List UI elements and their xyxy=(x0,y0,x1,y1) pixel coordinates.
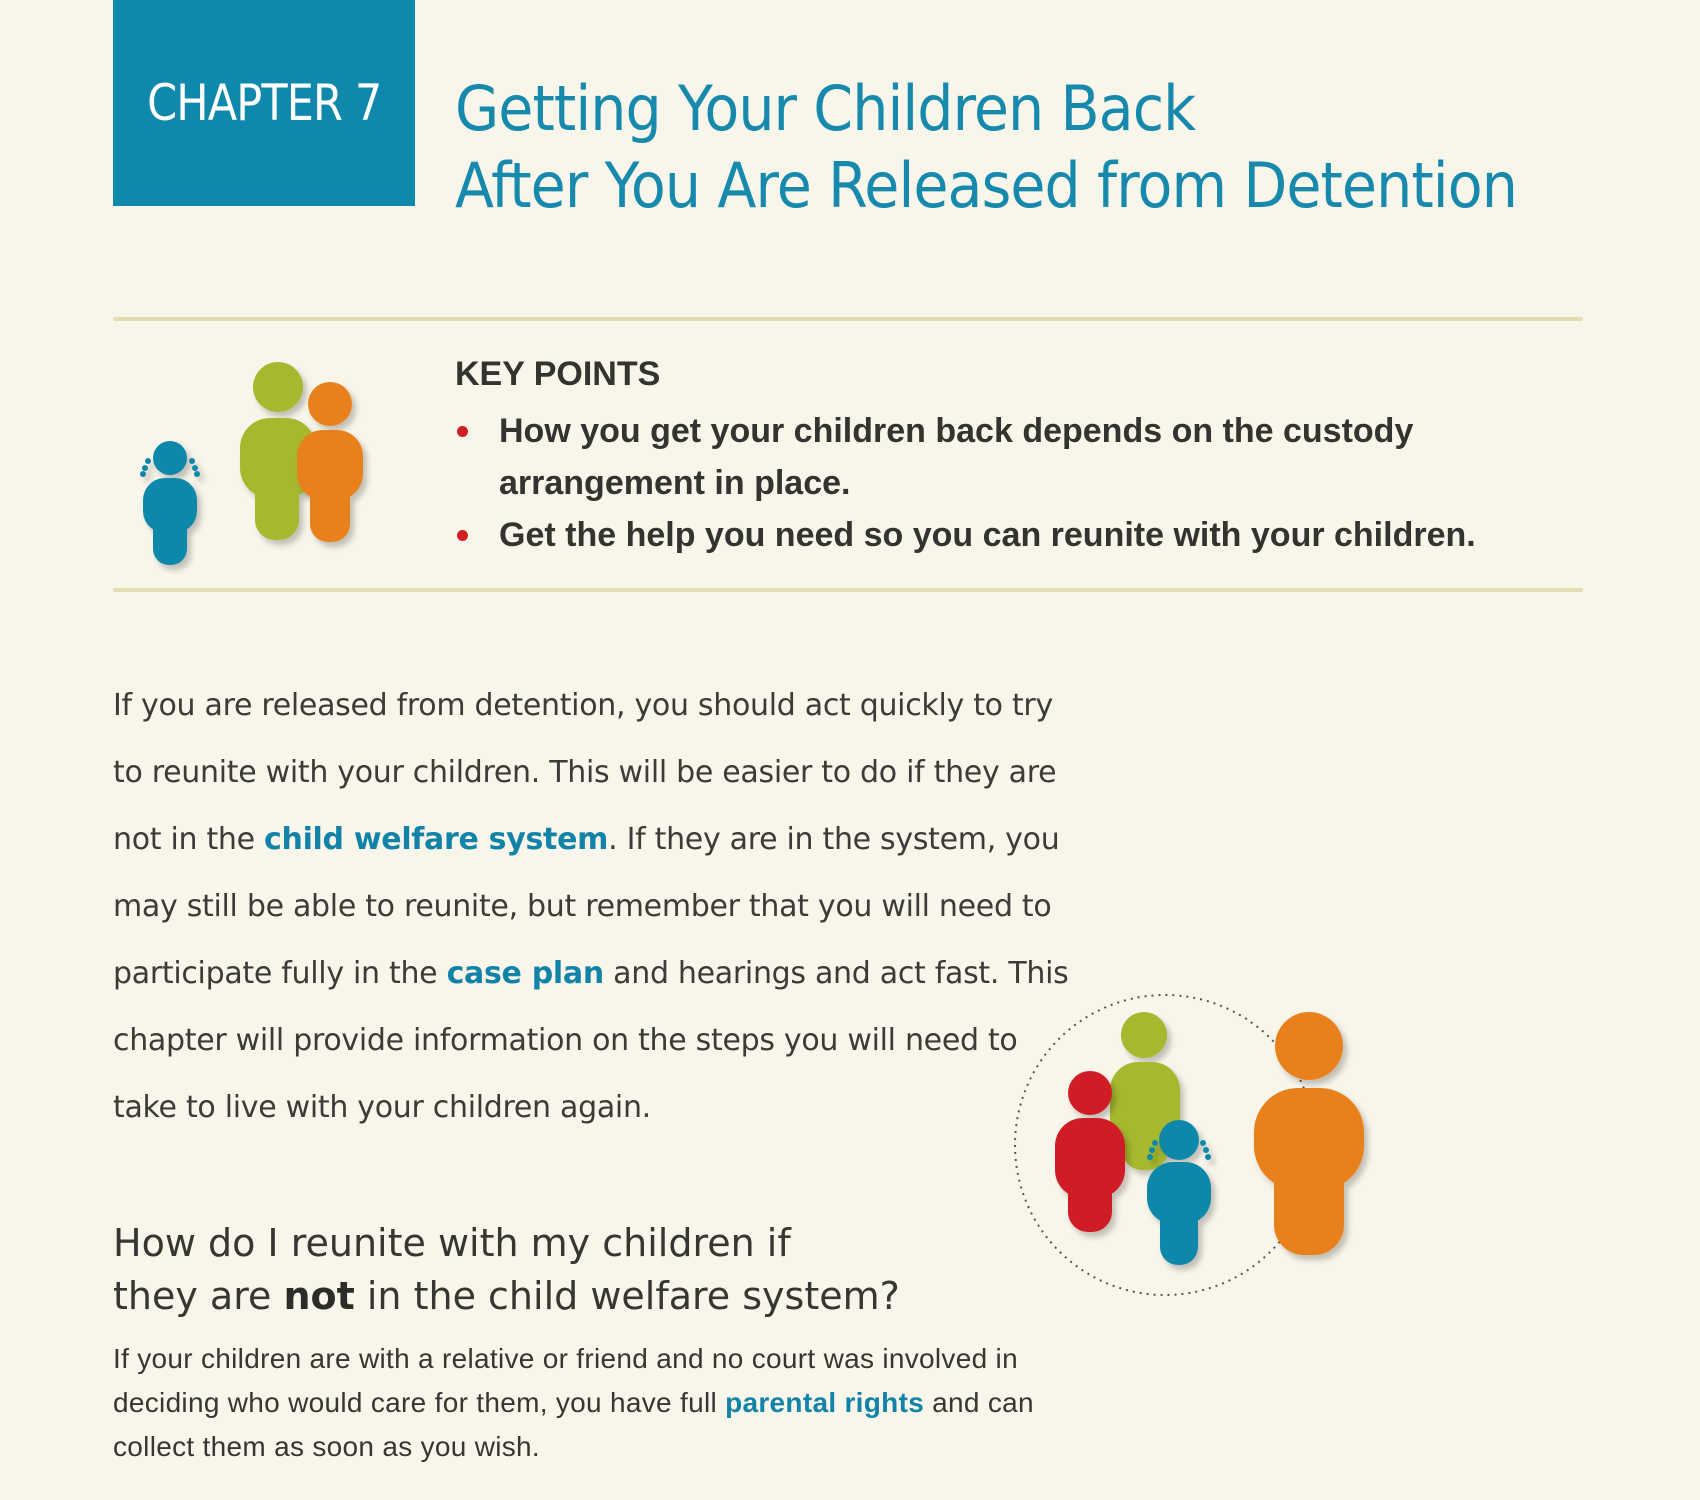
key-point-text: How you get your children back depends on the custody arrangement in place. xyxy=(499,412,1414,502)
family-circle-icon xyxy=(1010,990,1390,1290)
chapter-label-box xyxy=(113,0,415,206)
section-heading-emphasis: not xyxy=(283,1274,355,1318)
list-item xyxy=(455,509,1565,561)
chapter-label: CHAPTER 7 xyxy=(146,74,382,132)
section-heading-text: in the child welfare system? xyxy=(354,1274,900,1318)
family-icon xyxy=(135,360,375,575)
section-heading-line1: How do I reunite with my children if xyxy=(113,1221,791,1265)
bullet-icon xyxy=(457,530,468,541)
intro-text: If you are released from detention, you should act quickly to try to reunite with your children. This will be easier to do if they are not in the xyxy=(113,688,1057,857)
intro-text: . If they are in the system, you may still be able to reunite, but remember that you will need to participate fully in the xyxy=(113,822,1060,991)
chapter-title-line1: Getting Your Children Back xyxy=(455,72,1196,145)
section-body xyxy=(113,1337,1113,1469)
key-point-text: Get the help you need so you can reunite with your children. xyxy=(499,516,1476,554)
key-points-list xyxy=(455,405,1565,561)
list-item xyxy=(455,405,1565,509)
section-body-text: If your children are with a relative or friend and no court was involved in deciding who would care for them, you have full xyxy=(113,1343,1018,1418)
top-divider xyxy=(113,317,1583,321)
bottom-divider xyxy=(113,588,1583,592)
section-heading xyxy=(113,1217,900,1323)
glossary-term-parental-rights: parental rights xyxy=(725,1387,925,1418)
section-body-text: and can collect them as soon as you wish. xyxy=(113,1387,1034,1462)
key-points-heading: KEY POINTS xyxy=(455,355,661,393)
chapter-title xyxy=(455,70,1517,224)
intro-text: and hearings and act fast. This chapter will provide information on the steps you will need to take to live with your children again. xyxy=(113,956,1069,1125)
intro-paragraph xyxy=(113,672,1073,1141)
glossary-term-child-welfare-system: child welfare system xyxy=(264,822,609,857)
section-heading-text: they are xyxy=(113,1274,284,1318)
glossary-term-case-plan: case plan xyxy=(446,956,604,991)
bullet-icon xyxy=(457,426,468,437)
chapter-title-line2: After You Are Released from Detention xyxy=(455,149,1517,222)
